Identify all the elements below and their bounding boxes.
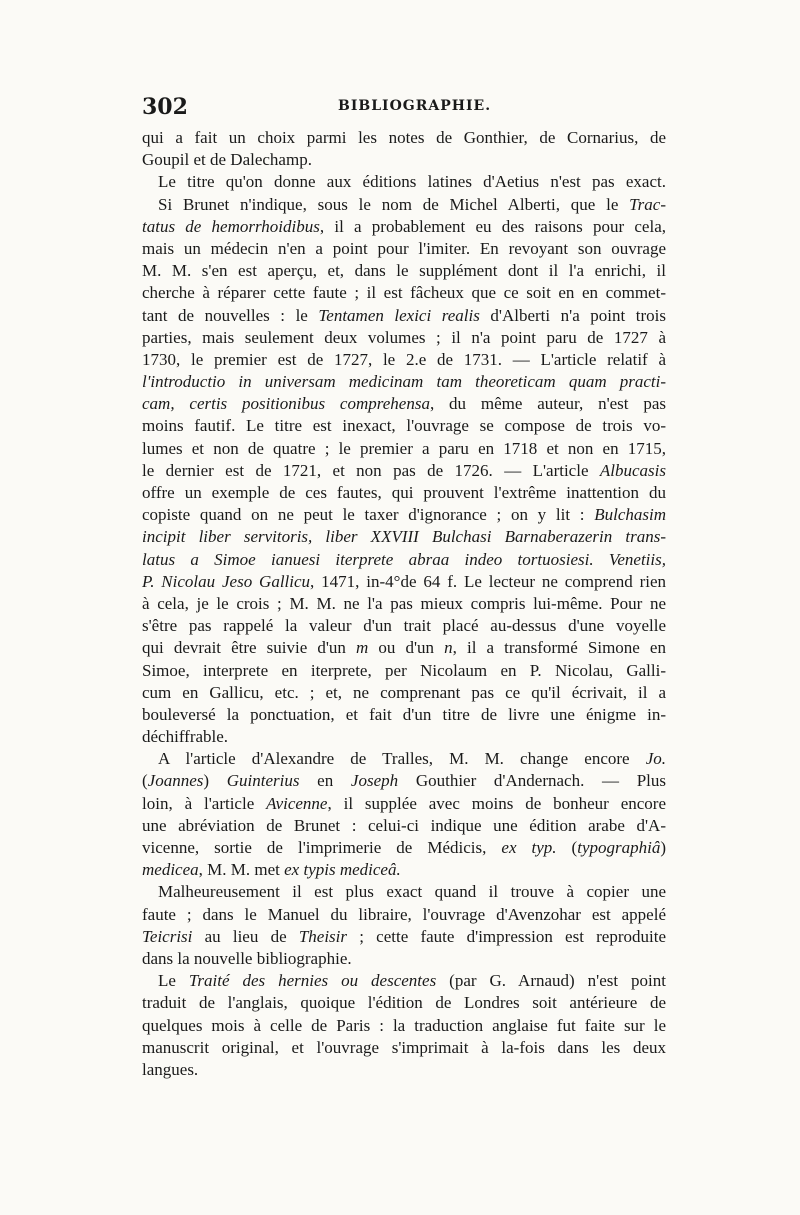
text-run: en (299, 771, 351, 791)
italic-run: latus a Simoe ianuesi iterprete abraa indeo tortuosiesi. Venetiis, (142, 549, 666, 569)
text-run: moins fautif. Le titre est inexact, l'ouvrage se compose de trois vo- (142, 416, 666, 436)
page-header (142, 94, 664, 124)
text-line (142, 1015, 666, 1037)
italic-run: tatus de hemorrhoidibus (142, 216, 320, 236)
text-line (142, 904, 666, 926)
text-line (142, 926, 666, 948)
text-run: ; cette faute d'impression est reproduite (347, 926, 666, 946)
text-run: Si Brunet n'indique, sous le nom de Michel Alberti, que le (158, 194, 630, 214)
text-line (142, 504, 666, 526)
text-line (142, 615, 666, 637)
text-line (142, 748, 666, 770)
text-run: quelques mois à celle de Paris : la traduction anglaise fut faite sur le (142, 1015, 666, 1035)
text-line (142, 859, 666, 881)
text-body (142, 127, 666, 1081)
text-line (142, 793, 666, 815)
text-run: Goupil et de Dalechamp. (142, 150, 312, 170)
text-run: , il a probablement eu des raisons pour cela, (319, 216, 666, 236)
text-run: s'être pas rappelé la valeur d'un trait placé au-dessus d'une voyelle (142, 616, 666, 636)
text-run: faute ; dans le Manuel du libraire, l'ouvrage d'Avenzohar est appelé (142, 904, 666, 924)
text-line (142, 682, 666, 704)
text-run: ( (556, 838, 578, 857)
text-line (142, 194, 666, 216)
italic-run: Trac- (629, 194, 666, 214)
italic-run: incipit liber servitoris, liber XXVIII Bulchasi Barnaberazerin trans- (142, 527, 666, 547)
italic-run: m (356, 638, 369, 658)
text-line (142, 815, 666, 837)
text-run: M. M. s'en est aperçu, et, dans le supplément dont il l'a enrichi, il (142, 261, 666, 281)
italic-run: Jo. (645, 749, 666, 769)
text-line (142, 482, 666, 504)
text-run: loin, à l'article (142, 793, 267, 813)
text-run: langues. (142, 1059, 199, 1079)
text-run: cherche à réparer cette faute ; il est fâcheux que ce soit en en commet- (142, 283, 666, 303)
text-line (142, 349, 666, 371)
text-line (142, 571, 666, 593)
text-line (142, 726, 666, 748)
text-run: offre un exemple de ces fautes, qui prouvent l'extrême inattention du (142, 483, 666, 502)
italic-run: Avicenne (266, 793, 328, 813)
text-run: qui devrait être suivie d'un (142, 638, 357, 658)
text-line (142, 770, 666, 792)
text-line (142, 149, 666, 171)
text-run: , il supplée avec moins de bonheur encore (327, 793, 666, 813)
text-run: bouleversé la ponctuation, et fait d'un titre de livre une énigme in- (142, 704, 666, 724)
text-run: Le titre qu'on donne aux éditions latines d'Aetius n'est pas exact. (158, 172, 666, 192)
italic-run: Joannes (147, 771, 204, 791)
text-line (142, 260, 666, 282)
text-line (142, 1037, 666, 1059)
running-head: BIBLIOGRAPHIE. (338, 98, 492, 114)
text-run: , il a transformé Simone en (452, 638, 666, 658)
text-run: qui a fait un choix parmi les notes de Gonthier, de Cornarius, de (142, 128, 666, 147)
italic-run: Guinterius (226, 771, 300, 791)
italic-run: Albucasis (599, 460, 666, 480)
italic-run: Bulchasim (594, 505, 666, 525)
italic-run: Joseph (350, 771, 399, 791)
text-run: 1730, le premier est de 1727, le 2.e de 1731. — L'article relatif à (142, 349, 666, 369)
text-run: traduit de l'anglais, quoique l'édition de Londres soit antérieure de (142, 993, 666, 1013)
italic-run: cam, certis positionibus comprehensa (142, 394, 430, 414)
text-run: ) (660, 838, 666, 857)
text-line (142, 438, 666, 460)
text-line (142, 238, 666, 260)
text-line (142, 216, 666, 238)
text-line (142, 460, 666, 482)
italic-run: ex typ. (501, 838, 557, 857)
text-line (142, 593, 666, 615)
text-line (142, 660, 666, 682)
text-line (142, 837, 666, 859)
text-line (142, 1059, 666, 1081)
italic-run: P. Nicolau Jeso Gallicu (142, 571, 311, 591)
italic-run: Tentamen lexici realis (318, 305, 480, 325)
italic-run: Theisir (298, 926, 348, 946)
text-run: mais un médecin n'en a point pour l'imiter. En revoyant son ouvrage (142, 238, 666, 258)
text-run: manuscrit original, et l'ouvrage s'imprimait à la-fois dans les deux (142, 1037, 666, 1057)
text-run: (par G. Arnaud) n'est point (436, 971, 666, 991)
text-run: ( (142, 771, 148, 791)
text-run: Le (158, 971, 189, 991)
italic-run: ex typis mediceâ. (284, 860, 401, 880)
text-line (142, 393, 666, 415)
italic-run: l'introductio in universam medicinam tam theoreticam quam practi- (142, 372, 666, 392)
text-line (142, 549, 666, 571)
text-run: parties, mais seulement deux volumes ; il n'a point paru de 1727 à (142, 327, 666, 347)
text-line (142, 305, 666, 327)
text-run: à cela, je le crois ; M. M. ne l'a pas mieux compris lui-même. Pour ne (142, 593, 666, 613)
text-run: au lieu de (192, 926, 299, 946)
text-run: copiste quand on ne peut le taxer d'ignorance ; on y lit : (142, 505, 595, 525)
text-run: vicenne, sortie de l'imprimerie de Médicis, (142, 838, 502, 857)
text-line (142, 415, 666, 437)
text-run: une abréviation de Brunet : celui-ci indique une édition arabe d'A- (142, 815, 666, 835)
text-line (142, 704, 666, 726)
text-run: , M. M. met (198, 860, 285, 880)
text-line (142, 992, 666, 1014)
text-line (142, 526, 666, 548)
text-run: cum en Gallicu, etc. ; et, ne comprenant pas ce qu'il écrivait, il a (142, 682, 666, 702)
text-run: le dernier est de 1721, et non pas de 1726. — L'article (142, 460, 600, 480)
text-run: d'Alberti n'a point trois (479, 305, 666, 325)
italic-run: Teicrisi (142, 926, 193, 946)
text-run: tant de nouvelles : le (142, 305, 319, 325)
text-line (142, 637, 666, 659)
italic-run: n (444, 638, 453, 658)
text-run: dans la nouvelle bibliographie. (142, 948, 352, 968)
text-run: Simoe, interprete en iterprete, per Nicolaum en P. Nicolau, Galli- (142, 660, 666, 680)
text-line (142, 948, 666, 970)
text-run: , du même auteur, n'est pas (429, 394, 666, 414)
italic-run: medicea (142, 860, 199, 880)
text-run: ) (203, 771, 227, 791)
text-line (142, 970, 666, 992)
text-run: ou d'un (368, 638, 445, 658)
text-run: lumes et non de quatre ; le premier a paru en 1718 et non en 1715, (142, 438, 666, 458)
text-line (142, 127, 666, 149)
italic-run: typographiâ (577, 838, 661, 857)
text-line (142, 327, 666, 349)
text-run: , 1471, in-4°de 64 f. Le lecteur ne comprend rien (310, 571, 666, 591)
italic-run: Traité des hernies ou descentes (188, 971, 437, 991)
text-run: A l'article d'Alexandre de Tralles, M. M. change encore (158, 749, 646, 769)
page-number: 302 (142, 94, 188, 120)
text-run: Malheureusement il est plus exact quand il trouve à copier une (158, 882, 666, 902)
text-run: déchiffrable. (142, 727, 229, 747)
text-line (142, 881, 666, 903)
text-run: Gouthier d'Andernach. — Plus (398, 771, 666, 791)
text-line (142, 171, 666, 193)
text-line (142, 282, 666, 304)
text-line (142, 371, 666, 393)
